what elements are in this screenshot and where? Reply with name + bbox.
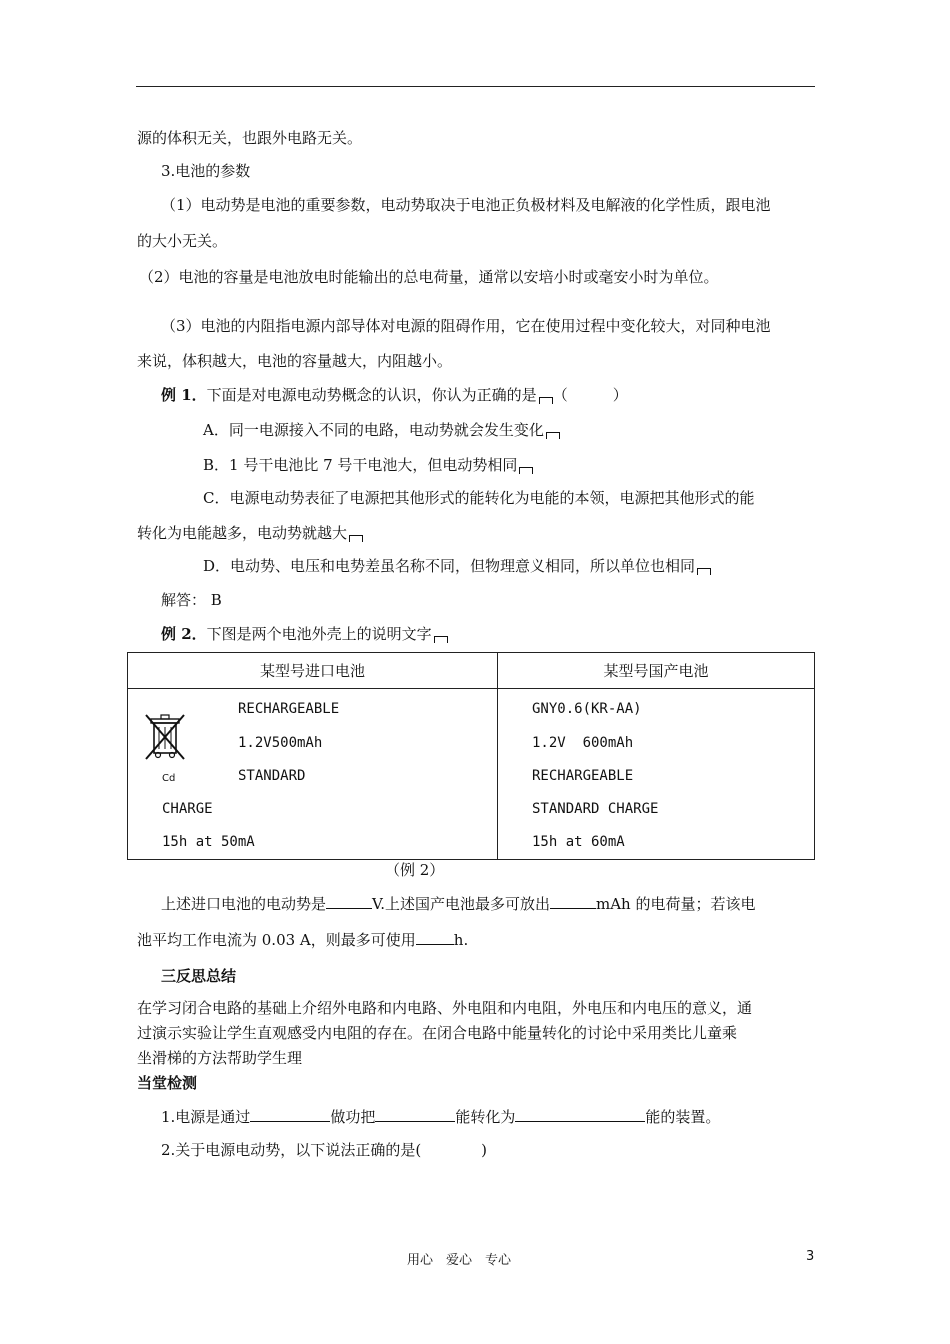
example2-question-line2 [137,930,468,950]
example2-question-line1 [161,894,756,914]
option-b-text: B．1 号干电池比 7 号干电池大，但电动势相同 [203,456,518,474]
blank-emf[interactable] [326,894,372,909]
example1-answer: 解答： B [161,591,222,609]
recycle-bin-crossed-icon [142,711,188,771]
q2-part-b: h. [453,931,469,949]
blank-2[interactable] [375,1107,455,1122]
spec-left-line-3: STANDARD [238,768,306,784]
header-rule [136,86,815,87]
example1-option-a [203,420,560,440]
page-number: 3 [806,1249,815,1264]
q1-part-b: V.上述国产电池最多可放出 [372,895,550,913]
paragraph-mark [539,397,553,404]
text-line-7: 来说，体积越大，电池的容量越大，内阻越小。 [137,352,453,370]
blank-capacity[interactable] [550,894,596,909]
footer-motto: 用心 爱心 专心 [407,1253,512,1268]
paragraph-mark [434,636,448,643]
text-line-6: （3）电池的内阻指电源内部导体对电源的阻碍作用，它在使用过程中变化较大，对同种电池 [161,317,771,335]
spec-right-line-2: 1.2V 600mAh [532,735,634,751]
summary-title: 三反思总结 [161,967,237,985]
example1-option-d [203,556,711,576]
spec-right-line-1: GNY0.6(KR-AA) [532,701,642,717]
spec-left-line-2: 1.2V500mAh [238,735,323,751]
spec-right-line-4: STANDARD CHARGE [532,801,659,817]
table-cell-domestic [498,689,815,860]
text-line-4: 的大小无关。 [137,232,228,250]
q1-part-c: mAh 的电荷量；若该电 [596,895,756,913]
example1-option-c-line2 [137,523,363,543]
blank-1[interactable] [250,1107,330,1122]
check-question-1 [161,1107,720,1127]
summary-line-1: 在学习闭合电路的基础上介绍外电路和内电路、外电阻和内电阻，外电压和内电压的意义，通 [137,999,753,1017]
example1-label: 例 1． [161,386,207,404]
table-caption: （例 2） [385,861,445,879]
table-cell-imported [128,689,498,860]
check-q1-d: 能的装置。 [645,1108,721,1126]
spec-right-line-3: RECHARGEABLE [532,768,634,784]
paragraph-mark [349,535,363,542]
example1-option-b [203,455,533,475]
check-q1-b: 做功把 [330,1108,376,1126]
check-q1-c: 能转化为 [455,1108,516,1126]
summary-line-2: 过演示实验让学生直观感受内电阻的存在。在闭合电路中能量转化的讨论中采用类比儿童乘 [137,1024,738,1042]
table-head-domestic: 某型号国产电池 [498,653,815,689]
option-a-text: A．同一电源接入不同的电路，电动势就会发生变化 [203,421,544,439]
section-heading-battery-params: 3.电池的参数 [161,162,251,180]
blank-hours[interactable] [416,930,454,945]
q2-part-a: 池平均工作电流为 0.03 A，则最多可使用 [137,931,416,949]
check-q1-a: 1.电源是通过 [161,1108,251,1126]
spec-left-line-4: CHARGE [162,801,213,817]
summary-line-3: 坐滑梯的方法帮助学生理 [137,1049,303,1067]
spec-left-line-1: RECHARGEABLE [238,701,340,717]
paragraph-mark [519,467,533,474]
check-question-2: 2.关于电源电动势，以下说法正确的是( ) [161,1141,488,1159]
example1-option-c-line1: C．电源电动势表征了电源把其他形式的能转化为电能的本领，电源把其他形式的能 [203,489,755,507]
example1-question-text: 下面是对电源电动势概念的认识，你认为正确的是 [206,386,537,404]
example1-question [161,385,628,405]
example2-intro [161,624,448,644]
example1-paren: （ ） [552,386,628,404]
cd-label: Cd [162,773,176,784]
example2-text: 下图是两个电池外壳上的说明文字 [206,625,432,643]
text-line-5: （2）电池的容量是电池放电时能输出的总电荷量，通常以安培小时或毫安小时为单位。 [139,268,719,286]
option-d-text: D．电动势、电压和电势差虽名称不同，但物理意义相同，所以单位也相同 [203,557,696,575]
paragraph-mark [546,432,560,439]
check-title: 当堂检测 [137,1074,198,1092]
text-line-1: 源的体积无关，也跟外电路无关。 [137,129,363,147]
q1-part-a: 上述进口电池的电动势是 [161,895,327,913]
blank-3[interactable] [515,1107,645,1122]
battery-spec-table [127,652,815,860]
option-c-text: 转化为电能越多，电动势就越大 [137,524,348,542]
paragraph-mark [697,568,711,575]
text-line-3: （1）电动势是电池的重要参数，电动势取决于电池正负极材料及电解液的化学性质，跟电池 [161,196,771,214]
spec-left-line-5: 15h at 50mA [162,834,255,850]
spec-right-line-5: 15h at 60mA [532,834,625,850]
example2-label: 例 2． [161,625,207,643]
table-head-imported: 某型号进口电池 [128,653,498,689]
